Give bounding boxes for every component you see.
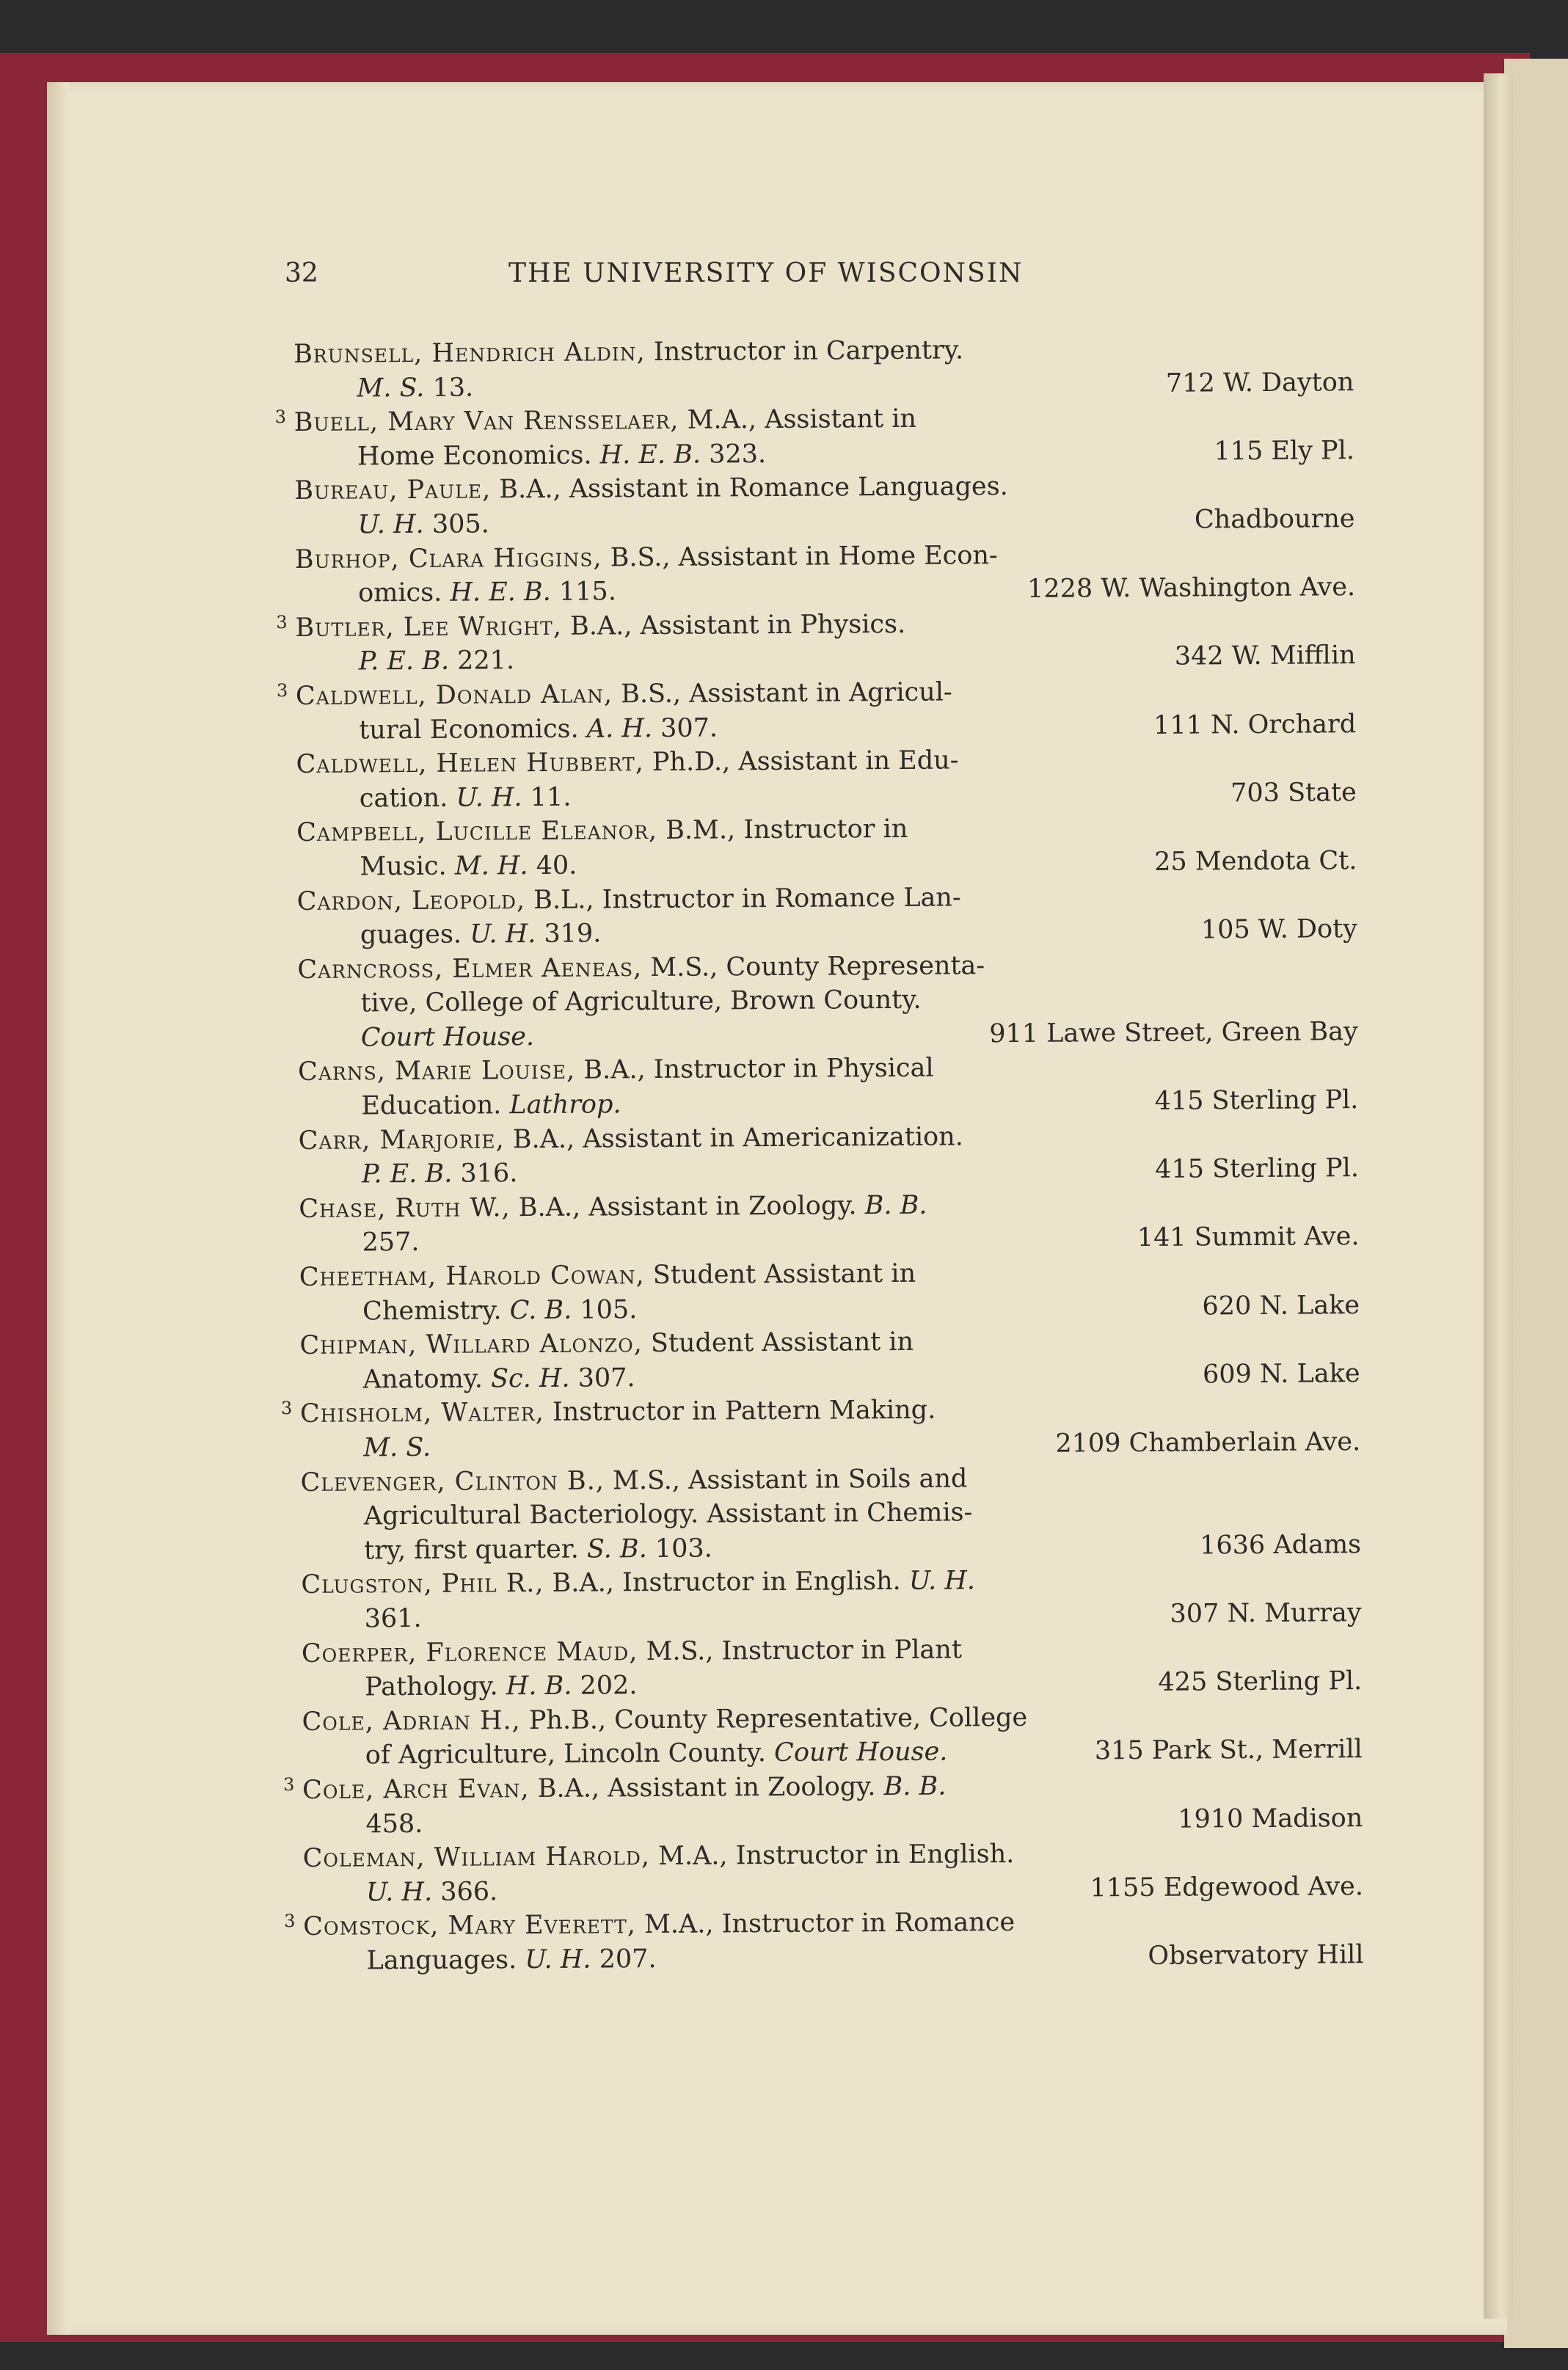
running-title: THE UNIVERSITY OF WISCONSIN: [508, 258, 1024, 288]
entry-text: Music. M. H. 40.: [360, 850, 577, 882]
entry-text: 458.: [365, 1809, 423, 1839]
directory-entry: [299, 1186, 1360, 1261]
entry-continuation-line: [301, 1495, 1136, 1534]
person-name: Campbell, Lucille Eleanor,: [296, 816, 658, 848]
footnote-mark: 3: [276, 679, 288, 701]
directory-entry: [294, 468, 1355, 543]
entry-continuation-line: [297, 982, 1132, 1021]
position-text: B.A., Assistant in Zoology. B. B.: [529, 1771, 947, 1804]
directory-entry: [284, 1903, 1364, 1978]
entry-address: 620 N. Lake: [1202, 1290, 1360, 1321]
position-text: M.S., Assistant in Soils and: [604, 1464, 968, 1496]
person-name: Cole, Adrian H.,: [302, 1705, 521, 1737]
entry-text: Court House.: [360, 1021, 535, 1053]
entry-first-line: [295, 538, 1130, 577]
entry-text: 361.: [364, 1603, 422, 1634]
person-name: Coleman, William Harold,: [302, 1842, 651, 1874]
position-text: M.S., County Representa-: [642, 950, 985, 982]
directory-entry: [299, 1322, 1360, 1397]
page-number: 32: [285, 258, 318, 288]
next-page-edge: [1504, 59, 1568, 2348]
position-text: B.A., Assistant in Physics.: [561, 609, 906, 641]
entry-address: 1155 Edgewood Ave.: [1090, 1871, 1364, 1903]
directory-entry: [296, 741, 1357, 816]
entry-first-line: [299, 1255, 1134, 1295]
directory-entry: [301, 1562, 1362, 1637]
position-text: B.M., Instructor in: [657, 814, 908, 846]
position-text: Instructor in Pattern Making.: [544, 1396, 936, 1428]
person-name: Burhop, Clara Higgins,: [294, 542, 602, 575]
directory-entry: [298, 1049, 1359, 1124]
entry-first-line: [301, 1563, 1136, 1603]
person-name: Brunsell, Hendrich Aldin,: [293, 338, 646, 369]
entry-first-line: [300, 1461, 1135, 1501]
entry-address: Chadbourne: [1194, 504, 1355, 535]
entry-first-line: [297, 880, 1132, 919]
entry-first-line: [298, 1050, 1133, 1090]
entry-text: Home Economics. H. E. B. 323.: [357, 439, 767, 472]
person-name: Clugston, Phil R.,: [301, 1569, 544, 1600]
entry-continuation-line: [303, 1938, 1363, 1978]
directory-entry: [302, 1630, 1363, 1705]
position-text: Ph.B., County Representative, College: [520, 1702, 1028, 1735]
directory-entry: [280, 1391, 1361, 1466]
position-text: Student Assistant in: [642, 1327, 914, 1359]
directory-entry: [276, 605, 1356, 679]
entry-address: 315 Park St., Merrill: [1094, 1735, 1363, 1766]
entry-address: 141 Summit Ave.: [1137, 1222, 1360, 1253]
entry-text: Chemistry. C. B. 105.: [362, 1294, 638, 1327]
entry-text: cation. U. H. 11.: [359, 782, 572, 814]
entry-first-line: [293, 332, 1128, 372]
entry-first-line: [302, 1632, 1137, 1671]
position-text: B.A., Instructor in English. U. H.: [544, 1566, 976, 1599]
person-name: Carncross, Elmer Aeneas,: [297, 952, 643, 985]
entry-first-line: [303, 1837, 1138, 1876]
person-name: Cheetham, Harold Cowan,: [299, 1261, 645, 1293]
person-name: Butler, Lee Wright,: [295, 611, 563, 643]
person-name: Caldwell, Donald Alan,: [295, 679, 613, 711]
directory-entry: [297, 947, 1358, 1056]
person-name: Cole, Arch Evan,: [302, 1774, 530, 1805]
entry-text: Agricultural Bacteriology. Assistant in Chemis-: [363, 1498, 973, 1531]
entry-text: Education. Lathrop.: [361, 1090, 621, 1121]
position-text: B.L., Instructor in Romance Lan-: [525, 882, 961, 915]
position-text: Ph.D., Assistant in Edu-: [643, 745, 959, 778]
entry-address: 712 W. Dayton: [1165, 367, 1354, 398]
entry-address: 415 Sterling Pl.: [1154, 1085, 1359, 1116]
entry-address: Observatory Hill: [1148, 1940, 1364, 1971]
directory-entries: [274, 331, 1364, 1978]
entry-text: U. H. 305.: [357, 509, 489, 540]
person-name: Buell, Mary Van Rensselaer,: [293, 405, 679, 438]
directory-entry: [282, 1767, 1363, 1842]
position-text: B.A., Instructor in Physical: [575, 1054, 934, 1086]
directory-entry: [276, 673, 1357, 748]
entry-address: 425 Sterling Pl.: [1158, 1666, 1363, 1697]
position-text: M.S., Instructor in Plant: [638, 1635, 963, 1666]
footnote-mark: 3: [274, 406, 287, 428]
entry-first-line: [299, 1119, 1134, 1159]
entry-text: 257.: [362, 1228, 420, 1258]
entry-address: 1228 W. Washington Ave.: [1027, 572, 1356, 605]
entry-address: 609 N. Lake: [1202, 1358, 1360, 1390]
entry-first-line: [280, 1392, 1135, 1432]
footnote-mark: 3: [280, 1398, 293, 1419]
directory-entry: [274, 399, 1355, 474]
entry-text: P. E. B. 221.: [358, 646, 515, 677]
person-name: Chipman, Willard Alonzo,: [299, 1329, 643, 1361]
directory-entry: [296, 809, 1357, 884]
person-name: Clevenger, Clinton B.,: [300, 1466, 605, 1498]
entry-first-line: [296, 743, 1131, 782]
entry-first-line: [276, 606, 1130, 646]
person-name: Carns, Marie Louise,: [297, 1056, 576, 1087]
person-name: Chase, Ruth W.,: [299, 1193, 511, 1224]
entry-address: 111 N. Orchard: [1153, 709, 1357, 740]
entry-first-line: [297, 948, 1132, 988]
page-fold: [1484, 73, 1513, 2319]
entry-text: Anatomy. Sc. H. 307.: [362, 1363, 635, 1395]
entry-address: 342 W. Mifflin: [1174, 641, 1356, 672]
entry-address: 2109 Chamberlain Ave.: [1055, 1427, 1361, 1459]
entry-address: 115 Ely Pl.: [1214, 435, 1355, 467]
entry-text: P. E. B. 316.: [361, 1159, 518, 1189]
person-name: Carr, Marjorie,: [298, 1124, 505, 1156]
position-text: B.S., Assistant in Agricul-: [612, 677, 952, 710]
page-header: [285, 258, 1136, 295]
entry-address: 25 Mendota Ct.: [1154, 846, 1357, 877]
person-name: Caldwell, Helen Hubbert,: [296, 748, 644, 780]
position-text: Instructor in Carpentry.: [645, 335, 964, 368]
directory-entry: [293, 331, 1354, 406]
person-name: Chisholm, Walter,: [299, 1398, 544, 1429]
entry-first-line: [299, 1324, 1134, 1363]
person-name: Cardon, Leopold,: [296, 885, 526, 916]
entry-address: 703 State: [1230, 777, 1357, 808]
footnote-mark: 3: [282, 1773, 295, 1795]
entry-address: 307 N. Murray: [1170, 1598, 1362, 1629]
entry-text: M. S. 13.: [357, 373, 474, 404]
entry-text: guages. U. H. 319.: [360, 919, 602, 950]
directory-entry: [302, 1699, 1363, 1773]
entry-first-line: [284, 1905, 1138, 1944]
entry-first-line: [294, 469, 1129, 508]
page-gutter: [47, 82, 69, 2335]
entry-first-line: [274, 401, 1129, 440]
footnote-mark: 3: [276, 611, 288, 632]
entry-address: 105 W. Doty: [1200, 914, 1358, 945]
entry-first-line: [282, 1768, 1137, 1808]
entry-text: tive, College of Agriculture, Brown County.: [360, 985, 922, 1018]
directory-entry: [299, 1254, 1360, 1329]
entry-text: of Agriculture, Lincoln County. Court House.: [365, 1737, 948, 1771]
entry-text: U. H. 366.: [365, 1877, 498, 1908]
entry-text: omics. H. E. B. 115.: [358, 577, 617, 608]
entry-text: try, first quarter. S. B. 103.: [363, 1534, 712, 1566]
entry-first-line: [299, 1187, 1134, 1227]
position-text: B.A., Assistant in Romance Languages.: [491, 472, 1008, 505]
position-text: B.A., Assistant in Zoology. B. B.: [510, 1190, 927, 1223]
directory-entry: [300, 1459, 1361, 1569]
directory-entry: [299, 1117, 1360, 1192]
position-text: B.S., Assistant in Home Econ-: [602, 540, 998, 572]
person-name: Bureau, Paule,: [294, 475, 492, 506]
entry-first-line: [302, 1700, 1137, 1740]
footnote-mark: 3: [284, 1911, 296, 1932]
entry-first-line: [296, 811, 1131, 850]
entry-address: 1910 Madison: [1178, 1803, 1363, 1834]
entry-text: Pathology. H. B. 202.: [365, 1671, 638, 1702]
entry-address: 911 Lawe Street, Green Bay: [989, 1017, 1358, 1049]
directory-entry: [295, 536, 1356, 611]
position-text: M.A., Instructor in Romance: [635, 1908, 1015, 1940]
position-text: B.A., Assistant in Americanization.: [504, 1122, 963, 1154]
entry-first-line: [276, 674, 1131, 714]
position-text: Student Assistant in: [644, 1258, 916, 1291]
position-text: M.A., Instructor in English.: [649, 1840, 1015, 1872]
person-name: Comstock, Mary Everett,: [303, 1910, 637, 1942]
entry-text: M. S.: [363, 1432, 431, 1463]
directory-entry: [303, 1835, 1364, 1910]
entry-address: 415 Sterling Pl.: [1155, 1153, 1360, 1185]
entry-address: 1636 Adams: [1200, 1529, 1362, 1561]
position-text: M.A., Assistant in: [679, 404, 917, 435]
entry-text: Languages. U. H. 207.: [366, 1944, 657, 1976]
person-name: Coerper, Florence Maud,: [301, 1636, 638, 1669]
directory-entry: [297, 878, 1358, 953]
entry-text: tural Economics. A. H. 307.: [359, 713, 718, 745]
